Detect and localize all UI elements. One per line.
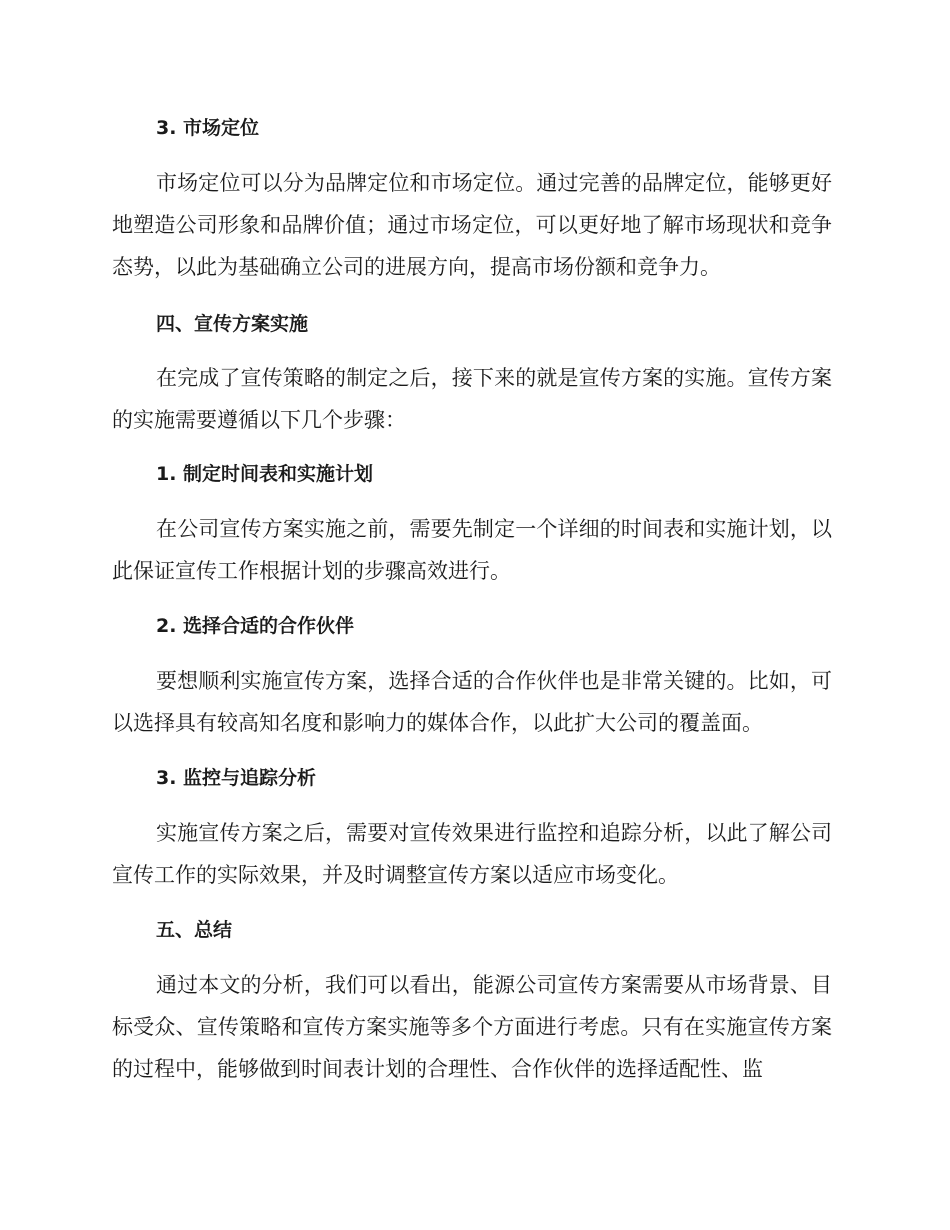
- section-heading-implementation: 四、宣传方案实施: [156, 313, 309, 335]
- section-paragraph-market-positioning: 市场定位可以分为品牌定位和市场定位。通过完善的品牌定位，能够更好地塑造公司形象和品牌价值；通过市场定位，可以更好地了解市场现状和竞争态势，以此为基础确立公司的进展方向，提高市场份额和竞争力。: [112, 171, 832, 279]
- section-paragraph-monitoring: 实施宣传方案之后，需要对宣传效果进行监控和追踪分析，以此了解公司宣传工作的实际效果，并及时调整宣传方案以适应市场变化。: [112, 821, 832, 887]
- section-paragraph-schedule: 在公司宣传方案实施之前，需要先制定一个详细的时间表和实施计划，以此保证宣传工作根据计划的步骤高效进行。: [112, 517, 832, 583]
- section-heading-partners: 2. 选择合适的合作伙伴: [156, 615, 355, 637]
- section-heading-market-positioning: 3. 市场定位: [156, 117, 260, 139]
- section-heading-schedule: 1. 制定时间表和实施计划: [156, 463, 374, 485]
- section-heading-summary: 五、总结: [156, 919, 233, 941]
- section-paragraph-summary: 通过本文的分析，我们可以看出，能源公司宣传方案需要从市场背景、目标受众、宣传策略和宣传方案实施等多个方面进行考虑。只有在实施宣传方案的过程中，能够做到时间表计划的合理性、合作伙伴的选择适配性、监: [112, 973, 832, 1081]
- section-heading-monitoring: 3. 监控与追踪分析: [156, 767, 317, 789]
- section-paragraph-implementation: 在完成了宣传策略的制定之后，接下来的就是宣传方案的实施。宣传方案的实施需要遵循以下几个步骤：: [112, 366, 832, 432]
- section-paragraph-partners: 要想顺利实施宣传方案，选择合适的合作伙伴也是非常关键的。比如，可以选择具有较高知名度和影响力的媒体合作，以此扩大公司的覆盖面。: [112, 669, 832, 735]
